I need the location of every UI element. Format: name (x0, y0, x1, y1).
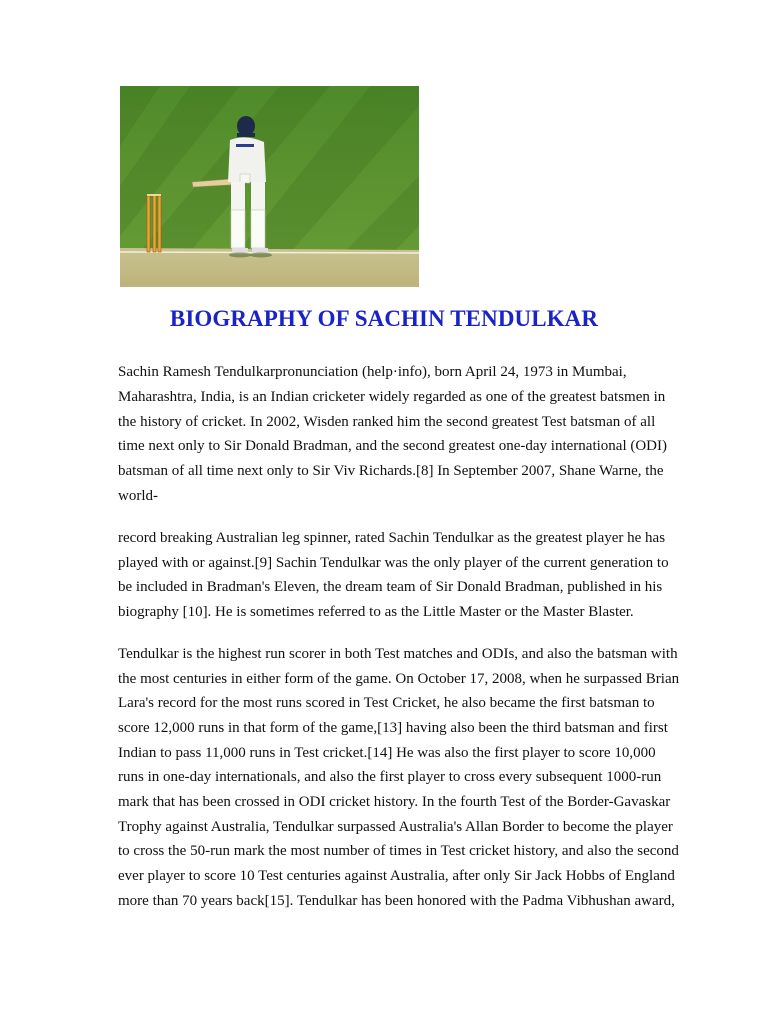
paragraph-line: runs in one-day internationals, and also the first player to cross every subsequent 1000-run (118, 769, 662, 785)
paragraph-line: more than 70 years back[15]. Tendulkar has been honored with the Padma Vibhushan award, (118, 893, 675, 909)
paragraph-line: Maharashtra, India, is an Indian cricketer widely regarded as one of the greatest batsmen in (118, 389, 666, 405)
paragraph-line: world- (118, 488, 158, 504)
paragraph-line: mark that has been crossed in ODI cricket history. In the fourth Test of the Border-Gavaskar (118, 794, 671, 810)
paragraph-line: to cross the 50-run mark the most number of times in Test cricket history, and also the second (118, 843, 679, 859)
paragraph-line: record breaking Australian leg spinner, rated Sachin Tendulkar as the greatest player he has (118, 530, 666, 546)
paragraph-line: ever player to score 10 Test centuries against Australia, after only Sir Jack Hobbs of England (118, 868, 675, 884)
paragraph-line: Sachin Ramesh Tendulkarpronunciation (help·info), born April 24, 1973 in Mumbai, (118, 364, 627, 380)
paragraph-line: biography [10]. He is sometimes referred to as the Little Master or the Master Blaster. (118, 604, 634, 620)
paragraph-line: the history of cricket. In 2002, Wisden ranked him the second greatest Test batsman of all (118, 414, 656, 430)
paragraph-line: be included in Bradman's Eleven, the dream team of Sir Donald Bradman, published in his (118, 579, 663, 595)
paragraph-line: played with or against.[9] Sachin Tendulkar was the only player of the current generation to (118, 555, 669, 571)
document-title: BIOGRAPHY OF SACHIN TENDULKAR (169, 306, 599, 331)
paragraph-line: batsman of all time next only to Sir Viv Richards.[8] In September 2007, Shane Warne, the (118, 463, 664, 479)
paragraph-line: score 12,000 runs in that form of the game,[13] having also been the third batsman and first (118, 720, 668, 736)
paragraph-line: Indian to pass 11,000 runs in Test cricket.[14] He was also the first player to score 10,000 (118, 745, 656, 761)
paragraph-line: Tendulkar is the highest run scorer in both Test matches and ODIs, and also the batsman with (118, 646, 678, 662)
cricket-photo-illustration (120, 86, 419, 287)
paragraph-line: time next only to Sir Donald Bradman, and the second greatest one-day international (ODI) (118, 438, 668, 454)
cricket-photo (120, 86, 419, 287)
paragraph-line: Trophy against Australia, Tendulkar surpassed Australia's Allan Border to become the player (118, 819, 673, 835)
paragraph-line: the most centuries in either form of the game. On October 17, 2008, when he surpassed Brian (118, 671, 680, 687)
paragraph-line: Lara's record for the most runs scored in Test Cricket, he also became the first batsman to (118, 695, 655, 711)
